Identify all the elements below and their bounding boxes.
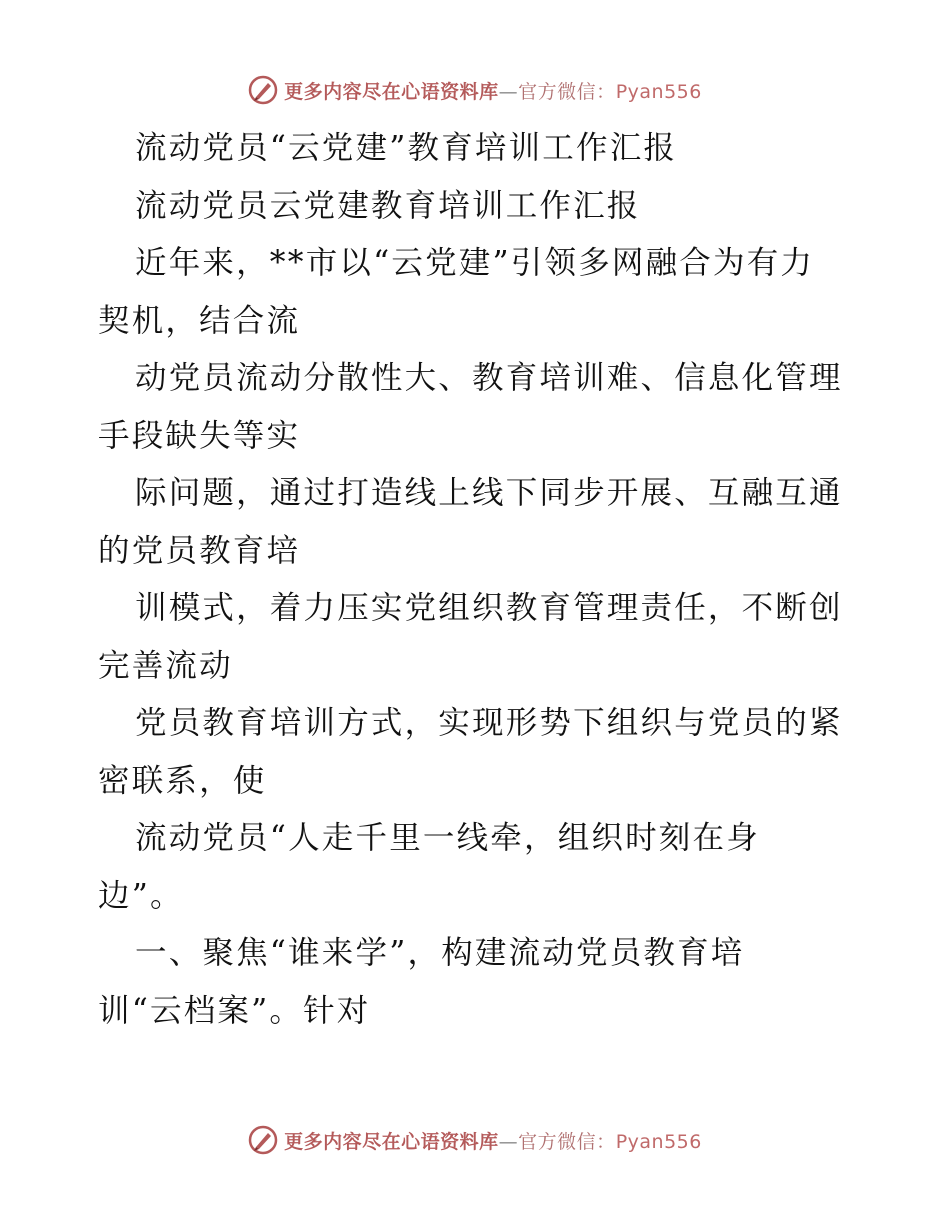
text-line: 动党员流动分散性大、教育培训难、信息化管理 <box>135 360 843 396</box>
text-line: 流动党员“人走千里一线牵，组织时刻在身 <box>135 820 760 856</box>
text-line: 的党员教育培 <box>98 532 301 569</box>
document-body <box>98 120 858 1040</box>
text-line: 密联系，使 <box>98 762 267 799</box>
text-line: 流动党员“云党建”教育培训工作汇报 <box>135 130 678 166</box>
text-line: 契机，结合流 <box>98 302 301 339</box>
pen-logo-icon <box>248 1125 278 1155</box>
text-line: 流动党员云党建教育培训工作汇报 <box>135 187 641 224</box>
text-line: 一、聚焦“谁来学”，构建流动党员教育培 <box>135 935 745 971</box>
watermark-text: 更多内容尽在心语资料库—官方微信：Pyan556 <box>284 1130 702 1153</box>
pen-logo-icon <box>248 75 278 105</box>
watermark-text: 更多内容尽在心语资料库—官方微信：Pyan556 <box>284 80 702 103</box>
text-line: 手段缺失等实 <box>98 417 301 454</box>
text-line: 近年来，**市以“云党建”引领多网融合为有力 <box>135 245 815 281</box>
header-watermark <box>0 72 950 108</box>
text-line: 训模式，着力压实党组织教育管理责任，不断创 <box>135 590 843 626</box>
text-line: 党员教育培训方式，实现形势下组织与党员的紧 <box>135 705 843 741</box>
footer-watermark <box>0 1122 950 1158</box>
text-line: 边”。 <box>98 877 184 914</box>
text-line: 训“云档案”。针对 <box>98 992 371 1029</box>
text-line: 完善流动 <box>98 647 233 684</box>
text-line: 际问题，通过打造线上线下同步开展、互融互通 <box>135 475 843 511</box>
